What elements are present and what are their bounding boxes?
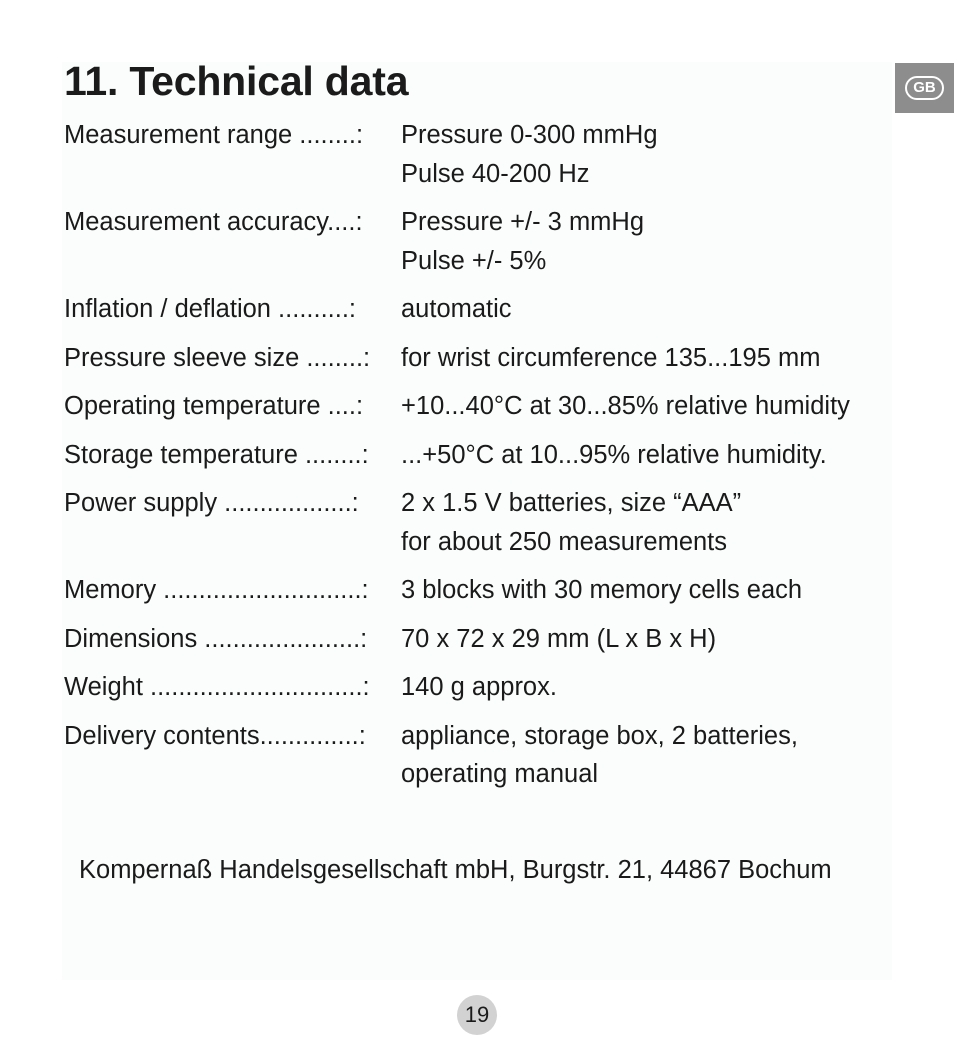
spec-row xyxy=(64,668,894,707)
spec-value: Pressure 0-300 mmHg Pulse 40-200 Hz xyxy=(401,121,658,188)
spec-label: Measurement accuracy....: xyxy=(64,208,363,236)
spec-value: 70 x 72 x 29 mm (L x B x H) xyxy=(401,624,717,653)
manufacturer-address: Kompernaß Handelsgesellschaft mbH, Burgstr. 21, 44867 Bochum xyxy=(79,856,832,884)
spec-row xyxy=(64,571,894,610)
page-number: 19 xyxy=(457,995,497,1035)
spec-label: Power supply ..................: xyxy=(64,489,359,517)
spec-label: Pressure sleeve size ........: xyxy=(64,343,371,372)
spec-value: 140 g approx. xyxy=(401,673,557,701)
spec-row xyxy=(64,387,894,426)
spec-value: 2 x 1.5 V batteries, size “AAA” for about 250 measurements xyxy=(401,489,742,556)
spec-value: automatic xyxy=(401,295,512,323)
spec-label: Storage temperature ........: xyxy=(64,440,369,469)
language-badge: GB xyxy=(905,76,944,100)
spec-value: ...+50°C at 10...95% relative humidity. xyxy=(401,440,827,469)
spec-value: +10...40°C at 30...85% relative humidity xyxy=(401,392,850,420)
spec-value: appliance, storage box, 2 batteries, operating manual xyxy=(401,721,798,788)
spec-label: Inflation / deflation ..........: xyxy=(64,295,356,323)
language-tab xyxy=(895,63,954,113)
page-title: 11. Technical data xyxy=(64,58,409,104)
spec-label: Weight ..............................: xyxy=(64,673,370,701)
spec-label: Dimensions ......................: xyxy=(64,624,368,653)
spec-label: Measurement range ........: xyxy=(64,121,364,149)
technical-data-table xyxy=(64,116,894,804)
spec-value: 3 blocks with 30 memory cells each xyxy=(401,576,803,604)
spec-value: Pressure +/- 3 mmHg Pulse +/- 5% xyxy=(401,208,645,275)
spec-row xyxy=(64,203,894,280)
spec-row xyxy=(64,436,894,475)
spec-row xyxy=(64,290,894,329)
spec-row xyxy=(64,620,894,659)
spec-row xyxy=(64,116,894,193)
spec-row xyxy=(64,717,894,794)
spec-row xyxy=(64,339,894,378)
spec-label: Operating temperature ....: xyxy=(64,392,364,420)
spec-row xyxy=(64,484,894,561)
spec-label: Memory ............................: xyxy=(64,576,369,604)
spec-label: Delivery contents..............: xyxy=(64,721,366,750)
spec-value: for wrist circumference 135...195 mm xyxy=(401,343,821,372)
